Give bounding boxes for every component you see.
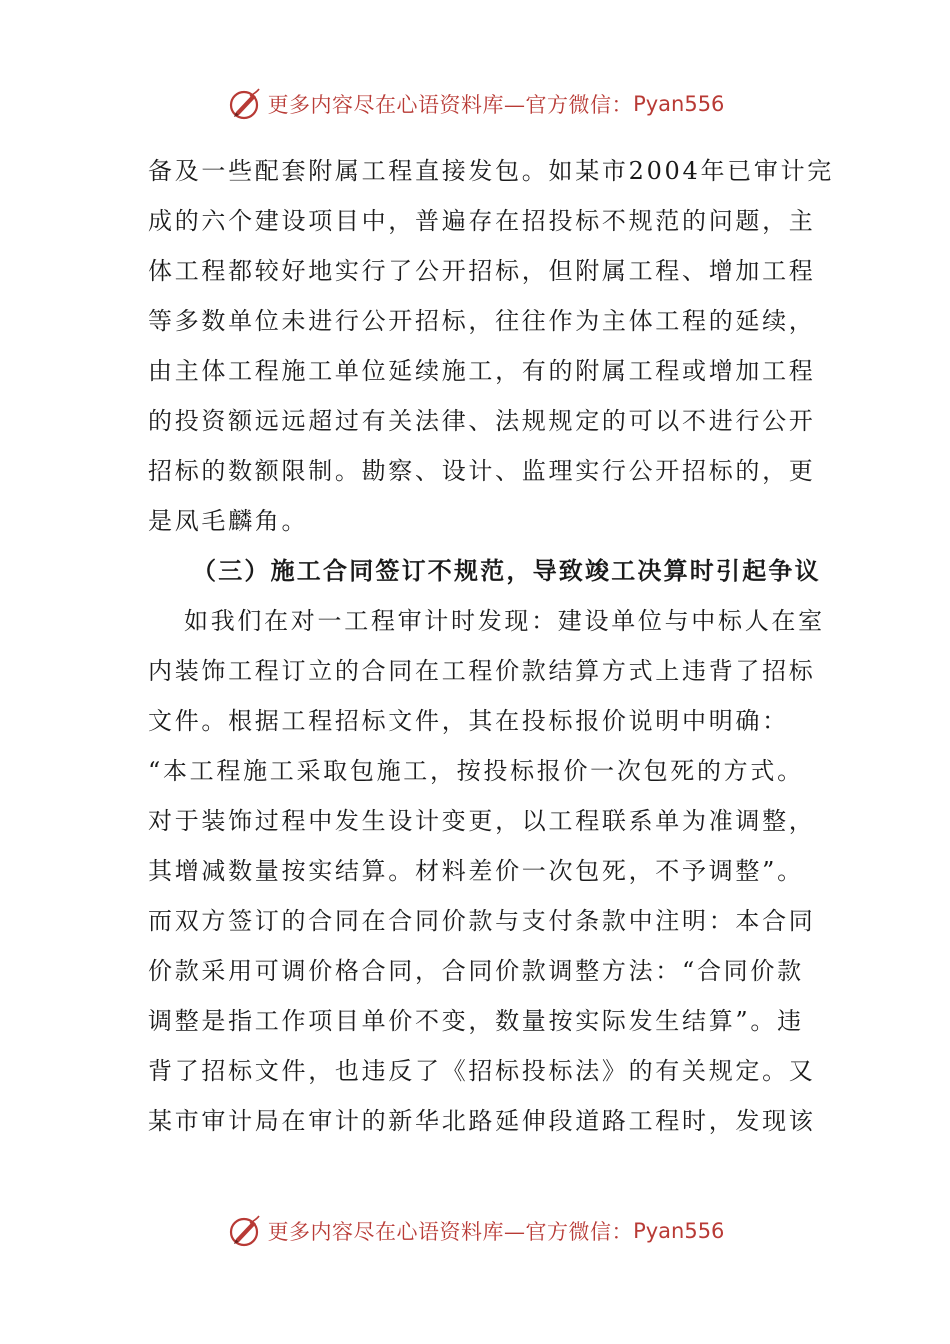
banner-wechat-handle: Pyan556 — [633, 92, 725, 116]
section-heading: （三）施工合同签订不规范，导致竣工决算时引起争议 — [192, 556, 821, 585]
body-line: “本工程施工采取包施工，按投标报价一次包死的方式。 — [148, 757, 804, 785]
body-line: 成的六个建设项目中，普遍存在招投标不规范的问题，主 — [148, 207, 816, 235]
body-line: 价款采用可调价格合同，合同价款调整方法：“合同价款 — [148, 957, 804, 985]
body-line: 对于装饰过程中发生设计变更，以工程联系单为准调整， — [148, 807, 816, 835]
banner-text: 更多内容尽在心语资料库—官方微信： — [267, 93, 634, 117]
body-line: 体工程都较好地实行了公开招标，但附属工程、增加工程 — [148, 257, 816, 285]
pen-in-circle-icon — [226, 86, 262, 122]
body-line: 的投资额远远超过有关法律、法规规定的可以不进行公开 — [148, 407, 816, 435]
body-line: 背了招标文件，也违反了《招标投标法》的有关规定。又 — [148, 1057, 816, 1085]
body-line: 是凤毛麟角。 — [148, 507, 309, 535]
body-line: 由主体工程施工单位延续施工，有的附属工程或增加工程 — [148, 357, 816, 385]
body-line: 等多数单位未进行公开招标，往往作为主体工程的延续， — [148, 307, 816, 335]
body-line: 其增减数量按实结算。材料差价一次包死，不予调整”。 — [148, 857, 804, 885]
banner-text: 更多内容尽在心语资料库—官方微信： — [267, 1220, 634, 1244]
body-line: 文件。根据工程招标文件，其在投标报价说明中明确： — [148, 707, 789, 735]
document-body — [148, 146, 834, 1146]
body-line: 而双方签订的合同在合同价款与支付条款中注明：本合同 — [148, 907, 816, 935]
banner-wechat-handle: Pyan556 — [633, 1219, 725, 1243]
body-line: 招标的数额限制。勘察、设计、监理实行公开招标的，更 — [148, 457, 816, 485]
body-line: 某市审计局在审计的新华北路延伸段道路工程时，发现该 — [148, 1107, 816, 1135]
body-line: 调整是指工作项目单价不变，数量按实际发生结算”。违 — [148, 1007, 804, 1035]
pen-in-circle-icon — [226, 1213, 262, 1249]
body-line: 内装饰工程订立的合同在工程价款结算方式上违背了招标 — [148, 657, 816, 685]
paragraph-first-line: 如我们在对一工程审计时发现：建设单位与中标人在室 — [184, 607, 825, 635]
body-line: 备及一些配套附属工程直接发包。如某市2004年已审计完 — [148, 157, 834, 185]
footer-banner — [0, 1209, 950, 1253]
header-banner — [0, 82, 950, 126]
